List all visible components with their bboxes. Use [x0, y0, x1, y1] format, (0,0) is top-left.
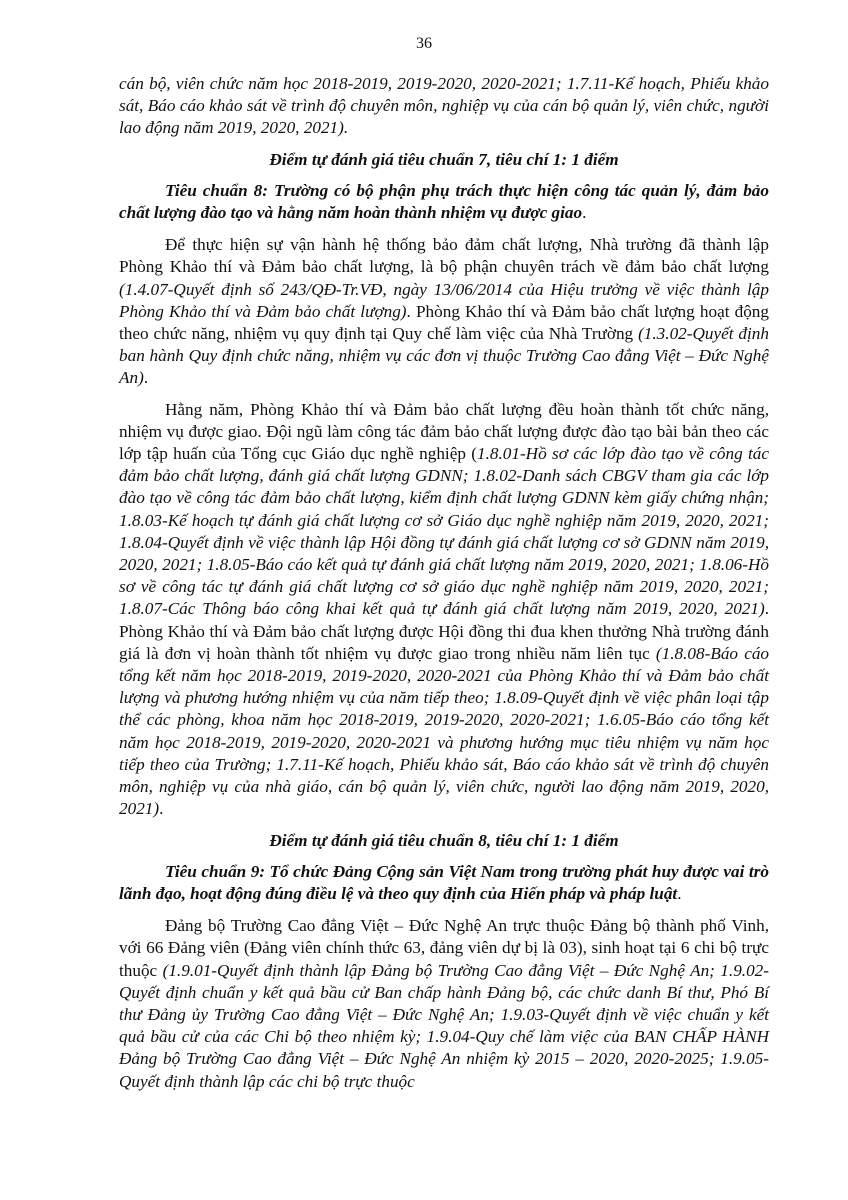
- evidence-citation: (1.4.07-Quyết định số 243/QĐ-Tr.VĐ, ngày 13/06/2014 của Hiệu trưởng về việc thành lập Phòng Khảo thí và Đảm bảo chất lượng): [119, 279, 769, 321]
- standard-8-heading-text: Tiêu chuẩn 8: Trường có bộ phận phụ trách thực hiện công tác quản lý, đảm bảo chất lượng đào tạo và hằng năm hoàn thành nhiệm vụ được giao: [119, 180, 769, 223]
- page-number: 36: [416, 35, 432, 52]
- text-run: . Phòng Khảo thí và Đảm bảo chất lượng được Hội đồng thi đua khen thưởng Nhà trường đánh giá là đơn vị hoàn thành tốt nhiệm vụ được giao trong nhiều năm liên tục: [119, 599, 769, 663]
- standard-8-heading-end: .: [582, 203, 587, 223]
- text-run: Hằng năm, Phòng Khảo thí và Đảm bảo chất lượng đều hoàn thành tốt chức năng, nhiệm vụ được giao. Đội ngũ làm công tác đảm bảo chất lượng được đào tạo bài bản theo các lớp tập huấn của Tổng cục Giáo dục nghề nghiệp (: [119, 399, 769, 464]
- evidence-citation: cán bộ, viên chức năm học 2018-2019, 2019-2020, 2020-2021; 1.7.11-Kế hoạch, Phiếu khảo sát, Báo cáo khảo sát về trình độ chuyên môn, nghiệp vụ của cán bộ quản lý, viên chức, người lao động năm 2019, 2020, 2021).: [119, 74, 769, 138]
- paragraph-annual-results: [119, 399, 769, 821]
- score-standard-7: Điểm tự đánh giá tiêu chuẩn 7, tiêu chí 1: 1 điểm: [269, 149, 619, 169]
- paragraph-evidence-continued: [119, 73, 769, 140]
- evidence-citation: (1.9.01-Quyết định thành lập Đảng bộ Trường Cao đẳng Việt – Đức Nghệ An; 1.9.02-Quyết định chuẩn y kết quả bầu cử Ban chấp hành Đảng bộ, các chức danh Bí thư, Phó Bí thư Đảng ủy Trường Cao đẳng Việt – Đức Nghệ An; 1.9.03-Quyết định về việc chuẩn y kết quả bầu cử của các Chi bộ theo nhiệm kỳ; 1.9.04-Quy chế làm việc của BAN CHẤP HÀNH Đảng bộ Trường Cao đẳng Việt – Đức Nghệ An nhiệm kỳ 2015 – 2020, 2020-2025; 1.9.05-Quyết định thành lập các chi bộ trực thuộc: [119, 960, 769, 1091]
- standard-8-heading: [119, 180, 769, 224]
- score-standard-8: Điểm tự đánh giá tiêu chuẩn 8, tiêu chí 1: 1 điểm: [269, 830, 619, 850]
- text-run: Đảng bộ Trường Cao đẳng Việt – Đức Nghệ An trực thuộc Đảng bộ thành phố Vinh, với 66 Đảng viên (Đảng viên chính thức 63, đảng viên dự bị là 03), sinh hoạt tại 6 chi bộ trực thuộc: [119, 916, 769, 980]
- evidence-citation: 1.8.01-Hồ sơ các lớp đào tạo về công tác đảm bảo chất lượng, đánh giá chất lượng GDNN; 1.8.02-Danh sách CBGV tham gia các lớp đào tạo về công tác đảm bảo chất lượng, kiểm định chất lượng GDNN kèm giấy chứng nhận; 1.8.03-Kế hoạch tự đánh giá chất lượng cơ sở Giáo dục nghề nghiệp năm 2019, 2020, 2021; 1.8.04-Quyết định về việc thành lập Hội đồng tự đánh giá chất lượng cơ sở GDNN năm 2019, 2020, 2021; 1.8.05-Báo cáo kết quả tự đánh giá chất lượng năm 2019, 2020, 2021; 1.8.06-Hồ sơ về công tác tự đánh giá chất lượng cơ sở giáo dục nghề nghiệp năm 2019, 2020, 2021; 1.8.07-Các Thông báo công khai kết quả tự đánh giá chất lượng năm 2019, 2020, 2021): [119, 444, 769, 619]
- evidence-citation: (1.8.08-Báo cáo tổng kết năm học 2018-2019, 2019-2020, 2020-2021 của Phòng Khảo thí và Đảm bảo chất lượng và phương hướng nhiệm vụ của năm tiếp theo; 1.8.09-Quyết định về việc phân loại tập thể các phòng, khoa năm học 2018-2019, 2019-2020, 2020-2021; 1.6.05-Báo cáo tổng kết năm học 2018-2019, 2019-2020, 2020-2021 và phương hướng mục tiêu nhiệm vụ năm học tiếp theo của Trường; 1.7.11-Kế hoạch, Phiếu khảo sát, Báo cáo khảo sát về trình độ chuyên môn, nghiệp vụ của nhà giáo, cán bộ quản lý, viên chức, người lao động năm 2019, 2020, 2021): [119, 643, 770, 819]
- text-run: .: [143, 368, 149, 388]
- paragraph-qa-department: [119, 234, 769, 389]
- evidence-citation: (1.3.02-Quyết định ban hành Quy định chức năng, nhiệm vụ các đơn vị thuộc Trường Cao đẳng Việt – Đức Nghệ An): [119, 324, 769, 388]
- standard-9-heading-end: .: [677, 883, 682, 903]
- standard-9-heading: [119, 861, 769, 905]
- paragraph-party-committee: [119, 915, 769, 1093]
- document-body: [119, 73, 769, 1102]
- text-run: Để thực hiện sự vận hành hệ thống bảo đảm chất lượng, Nhà trường đã thành lập Phòng Khảo thí và Đảm bảo chất lượng, là bộ phận chuyên trách về đảm bảo chất lượng: [119, 235, 769, 277]
- standard-9-heading-text: Tiêu chuẩn 9: Tổ chức Đảng Cộng sản Việt Nam trong trường phát huy được vai trò lãnh đạo, hoạt động đúng điều lệ và theo quy định của Hiến pháp và pháp luật: [119, 861, 769, 903]
- text-run: . Phòng Khảo thí và Đảm bảo chất lượng hoạt động theo chức năng, nhiệm vụ quy định tại Quy chế làm việc của Nhà Trường: [119, 301, 769, 344]
- text-run: .: [159, 799, 164, 819]
